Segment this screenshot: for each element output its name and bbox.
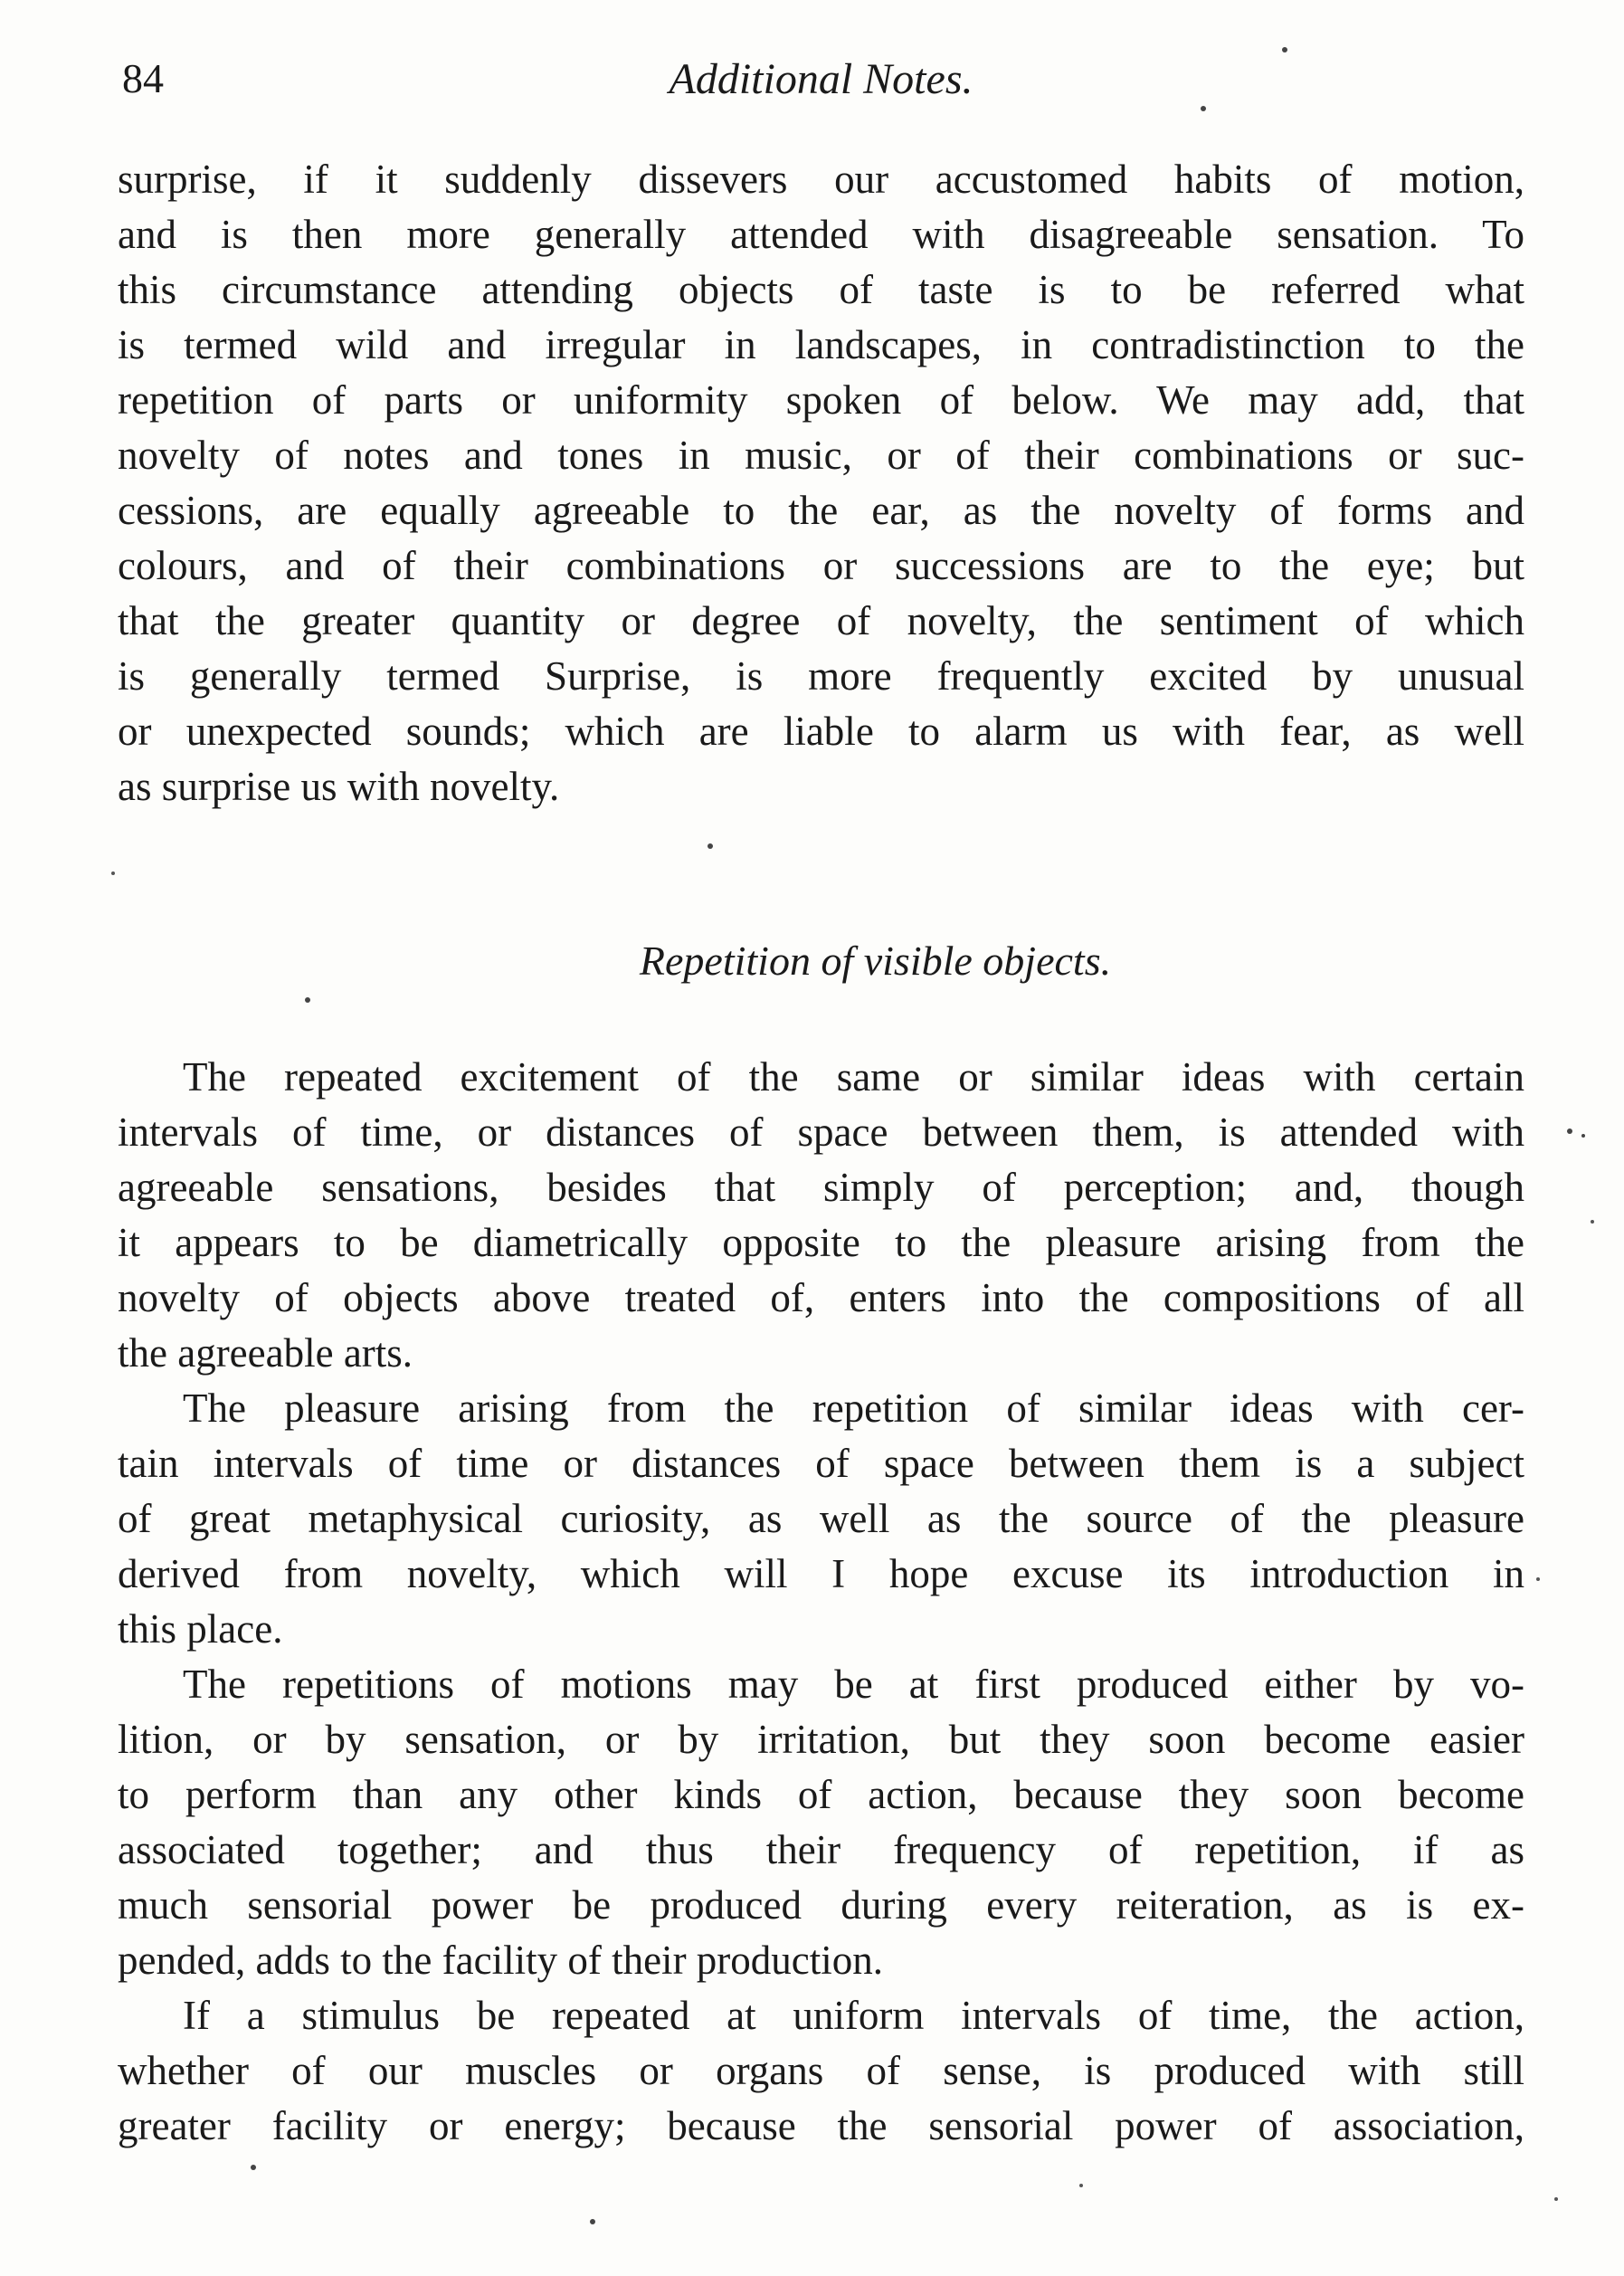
ink-speck: [1282, 47, 1287, 52]
text-line: colours, and of their combinations or successions are to the eye; but: [118, 543, 1524, 588]
text-line: intervals of time, or distances of space between them, is attended with: [118, 1109, 1524, 1155]
text-line: whether of our muscles or organs of sense, is produced with still: [118, 2048, 1524, 2093]
text-line: lition, or by sensation, or by irritation, but they soon become easier: [118, 1717, 1524, 1762]
text-line: is generally termed Surprise, is more frequently excited by unusual: [118, 653, 1524, 699]
text-line: greater facility or energy; because the sensorial power of association,: [118, 2103, 1524, 2148]
section-heading: Repetition of visible objects.: [639, 938, 1112, 984]
ink-speck: [1581, 1134, 1585, 1138]
text-line: this place.: [118, 1606, 283, 1652]
text-line: this circumstance attending objects of taste is to be referred what: [118, 267, 1524, 312]
paragraph-novelty-continued: [118, 152, 1524, 814]
ink-speck: [590, 2219, 595, 2224]
text-line: is termed wild and irregular in landscapes, in contradistinction to the: [118, 322, 1524, 367]
ink-speck: [1079, 2184, 1083, 2187]
text-line: The repeated excitement of the same or similar ideas with certain: [183, 1054, 1524, 1100]
text-line: to perform than any other kinds of action, because they soon become: [118, 1772, 1524, 1817]
running-head: [122, 54, 1520, 109]
text-line: cessions, are equally agreeable to the ear, as the novelty of forms and: [118, 488, 1524, 533]
text-line: novelty of notes and tones in music, or of their combinations or suc-: [118, 433, 1524, 478]
text-line: novelty of objects above treated of, enters into the compositions of all: [118, 1275, 1524, 1320]
page-number: 84: [122, 55, 164, 101]
text-line: tain intervals of time or distances of space between them is a subject: [118, 1441, 1524, 1486]
ink-speck: [1591, 1220, 1594, 1224]
text-line: it appears to be diametrically opposite to the pleasure arising from the: [118, 1220, 1524, 1265]
running-title: Additional Notes.: [669, 55, 973, 103]
ink-speck: [1567, 1128, 1572, 1134]
text-line: or unexpected sounds; which are liable to alarm us with fear, as well: [118, 709, 1524, 754]
text-line: pended, adds to the facility of their production.: [118, 1938, 884, 1983]
ink-speck: [708, 843, 713, 849]
text-line: The pleasure arising from the repetition of similar ideas with cer-: [183, 1386, 1524, 1431]
ink-speck: [1554, 2197, 1558, 2201]
text-line: surprise, if it suddenly dissevers our accustomed habits of motion,: [118, 157, 1524, 202]
text-line: The repetitions of motions may be at first produced either by vo-: [183, 1662, 1524, 1707]
text-line: that the greater quantity or degree of novelty, the sentiment of which: [118, 598, 1524, 643]
ink-speck: [305, 997, 310, 1003]
text-line: the agreeable arts.: [118, 1330, 413, 1376]
ink-speck: [1536, 1577, 1540, 1581]
text-line: repetition of parts or uniformity spoken of below. We may add, that: [118, 377, 1524, 423]
section-body-repetition: [118, 1050, 1524, 2154]
text-line: associated together; and thus their frequency of repetition, if as: [118, 1827, 1524, 1872]
text-line: much sensorial power be produced during every reiteration, as is ex-: [118, 1882, 1524, 1928]
ink-speck: [111, 871, 115, 875]
text-line: as surprise us with novelty.: [118, 764, 560, 809]
text-line: If a stimulus be repeated at uniform intervals of time, the action,: [183, 1993, 1524, 2038]
text-line: and is then more generally attended with disagreeable sensation. To: [118, 212, 1524, 257]
text-line: derived from novelty, which will I hope excuse its introduction in: [118, 1551, 1524, 1596]
ink-speck: [251, 2165, 256, 2170]
text-line: of great metaphysical curiosity, as well as the source of the pleasure: [118, 1496, 1524, 1541]
text-line: agreeable sensations, besides that simply of perception; and, though: [118, 1165, 1524, 1210]
